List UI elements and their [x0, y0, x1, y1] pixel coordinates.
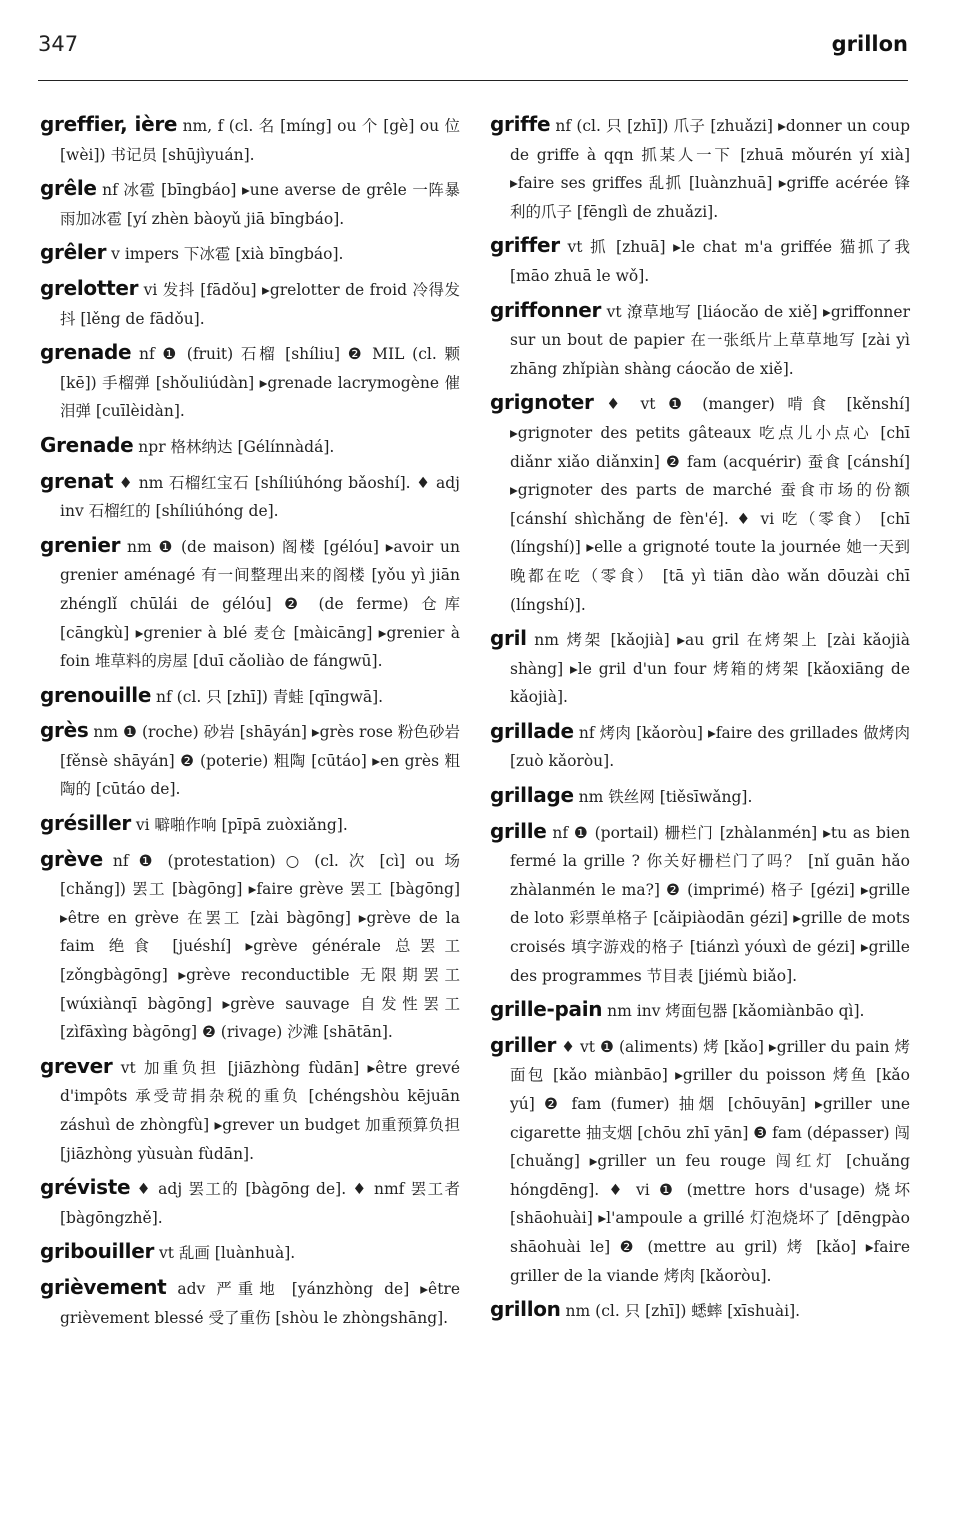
headword: grièvement	[40, 1274, 167, 1299]
entry-grenade	[40, 338, 460, 426]
headword: grillon	[490, 1297, 561, 1322]
headword: grêle	[40, 176, 97, 201]
entry-body: nm inv 烤面包器 [kǎomiànbāo qì].	[602, 1002, 865, 1021]
headword: griffonner	[490, 297, 602, 322]
entry-body: vi 发抖 [fādǒu] ▸grelotter de froid 冷得发抖 [lěng de fādǒu].	[60, 280, 460, 328]
right-column	[490, 110, 910, 1331]
headword: grever	[40, 1053, 113, 1078]
entry-body: nf ❶ (portail) 栅栏门 [zhàlanmén] ▸tu as bien fermé la grille ? 你关好栅栏门了吗？ [nǐ guān hǎo zhàlanmén le ma?] ❷ (imprimé) 格子 [gézi] ▸grille de loto 彩票单格子 [cǎipiàodān gézi] ▸grille de mots croisés 填字游戏的格子 [tiánzì yóuxì de gézi] ▸grille des programmes 节目表 [jiémù biǎo].	[510, 823, 910, 985]
entry-body: npr 格林纳达 [Gélínnàdá].	[133, 437, 335, 456]
entry-griffer	[490, 231, 910, 290]
page-header	[38, 30, 908, 81]
entry-body: vt 乱画 [luànhuà].	[154, 1244, 296, 1263]
entry-body: adv 严重地 [yánzhòng de] ▸être grièvement blessé 受了重伤 [shòu le zhòngshāng].	[60, 1279, 460, 1327]
headword: grève	[40, 846, 103, 871]
entry-greve	[40, 845, 460, 1047]
entry-body: nf 冰雹 [bīngbáo] ▸une averse de grêle 一阵暴雨加冰雹 [yí zhèn bàoyǔ jiā bīngbáo].	[60, 181, 460, 228]
entry-body: nf (cl. 只 [zhī]) 青蛙 [qīngwā].	[151, 687, 384, 706]
entry-body: nm ❶ (de maison) 阁楼 [gélóu] ▸avoir un grenier aménagé 有一间整理出来的阁楼 [yǒu yì jiān zhénglǐ chūlái de gélóu] ❷ (de ferme) 仓库 [cāngkù] ▸grenier à blé 麦仓 [màicāng] ▸grenier à foin 堆草料的房屋 [duī cǎoliào de fángwū].	[60, 537, 460, 671]
entry-griller	[490, 1031, 910, 1290]
entry-body: nf ❶ (fruit) 石榴 [shíliu] ❷ MIL (cl. 颗 [kē]) 手榴弹 [shǒuliúdàn] ▸grenade lacrymogène 催泪弹 [cuīlèidàn].	[60, 345, 460, 421]
headword: grenat	[40, 468, 114, 493]
left-column	[40, 110, 460, 1337]
entry-body: nm (cl. 只 [zhī]) 蟋蟀 [xīshuài].	[560, 1302, 801, 1321]
entry-grenat	[40, 467, 460, 526]
entry-grille	[490, 817, 910, 991]
headword: gribouiller	[40, 1239, 155, 1264]
entry-body: ♦ adj 罢工的 [bàgōng de]. ♦ nmf 罢工者 [bàgōngzhě].	[60, 1180, 460, 1227]
headword: grignoter	[490, 390, 594, 415]
entry-body: vt 加重负担 [jiāzhòng fùdān] ▸être grevé d'impôts 承受苛捐杂税的重负 [chéngshòu kējuān záshuì de zhòngfù] ▸grever un budget 加重预算负担 [jiāzhòng yùsuàn fùdān].	[60, 1058, 460, 1163]
entry-greviste	[40, 1173, 460, 1232]
entry-body: vi 噼啪作响 [pīpā zuòxiǎng].	[130, 816, 348, 835]
entry-griffe	[490, 110, 910, 226]
entry-grillage	[490, 781, 910, 812]
entry-body: ♦ vt ❶ (manger) 啃食 [kěnshí] ▸grignoter des petits gâteaux 吃点儿小点心 [chī diǎnr xiǎo diǎnxin] ❷ fam (acquérir) 蚕食 [cánshí] ▸grignoter des parts de marché 蚕食市场的份额 [cánshí shìchǎng de fèn'é]. ♦ vi 吃（零食） [chī (língshí)] ▸elle a grignoté toute la journée 她一天到晚都在吃（零食） [tā yì tiān dào wǎn dōuzài chī (língshí)].	[510, 395, 910, 614]
headword: Grenade	[40, 432, 134, 457]
entry-gril	[490, 624, 910, 712]
headword: grenade	[40, 340, 132, 365]
entry-grever	[40, 1052, 460, 1168]
entry-grillon	[490, 1295, 910, 1326]
entry-grenade-npr	[40, 431, 460, 462]
entry-body: nm ❶ (roche) 砂岩 [shāyán] ▸grès rose 粉色砂岩 [fěnsè shāyán] ❷ (poterie) 粗陶 [cūtáo] ▸en grès 粗陶的 [cūtáo de].	[60, 723, 460, 799]
entry-body: nm 烤架 [kǎojià] ▸au gril 在烤架上 [zài kǎojià shàng] ▸le gril d'un four 烤箱的烤架 [kǎoxiāng de kǎojià].	[510, 631, 910, 707]
headword: grillade	[490, 718, 574, 743]
headword: grille	[490, 818, 547, 843]
entry-body: ♦ vt ❶ (aliments) 烤 [kǎo] ▸griller du pain 烤面包 [kǎo miànbāo] ▸griller du poisson 烤鱼 [kǎo yú] ❷ fam (fumer) 抽烟 [chōuyān] ▸griller une cigarette 抽支烟 [chōu zhī yān] ❸ fam (dépasser) 闯 [chuǎng] ▸griller un feu rouge 闯红灯 [chuǎng hóngdēng]. ♦ vi ❶ (mettre hors d'usage) 烧坏 [shāohuài] ▸l'ampoule a grillé 灯泡烧坏了 [dēngpào shāohuài le] ❷ (mettre au gril) 烤 [kǎo] ▸faire griller de la viande 烤肉 [kǎoròu].	[510, 1037, 911, 1285]
entry-body: nf 烤肉 [kǎoròu] ▸faire des grillades 做烤肉 [zuò kǎoròu].	[510, 723, 910, 771]
entry-grenier	[40, 531, 460, 676]
headword: grille-pain	[490, 997, 603, 1022]
headword: gréviste	[40, 1175, 131, 1200]
headword: griffe	[490, 112, 551, 136]
entry-griffonner	[490, 296, 910, 384]
headword: grelotter	[40, 275, 139, 300]
entry-body: nf ❶ (protestation) ○ (cl. 次 [cì] ou 场 [chǎng]) 罢工 [bàgōng] ▸faire grève 罢工 [bàgōng] ▸être en grève 在罢工 [zài bàgōng] ▸grève de la faim 绝食 [juéshí] ▸grève générale 总罢工 [zǒngbàgōng] ▸grève reconductible 无限期罢工 [wúxiànqī bàgōng] ▸grève sauvage 自发性罢工 [zìfāxìng bàgōng] ❷ (rivage) 沙滩 [shātān].	[60, 851, 460, 1042]
entry-body: vt 潦草地写 [liáocǎo de xiě] ▸griffonner sur un bout de papier 在一张纸片上草草地写 [zài yì zhāng zhǐpiàn shàng cáocǎo de xiě].	[510, 302, 910, 378]
headword: greffier, ière	[40, 112, 178, 136]
entry-greffier	[40, 110, 460, 169]
headword: grillage	[490, 783, 574, 808]
headword: grès	[40, 718, 89, 743]
entry-body: nm, f (cl. 名 [míng] ou 个 [gè] ou 位 [wèi]) 书记员 [shūjìyuán].	[60, 117, 460, 164]
headword: griffer	[490, 233, 560, 258]
entry-grievement	[40, 1273, 460, 1332]
headword: grésiller	[40, 811, 131, 836]
entry-grele	[40, 174, 460, 233]
page-number: 347	[38, 32, 79, 56]
headword: grenouille	[40, 682, 152, 707]
entry-gribouiller	[40, 1237, 460, 1268]
entry-body: nm 铁丝网 [tiěsīwǎng].	[573, 788, 753, 807]
entry-grille-pain	[490, 995, 910, 1026]
entry-grelotter	[40, 274, 460, 333]
entry-grignoter	[490, 388, 910, 619]
entry-body: ♦ nm 石榴红宝石 [shíliúhóng bǎoshí]. ♦ adj inv 石榴红的 [shíliúhóng de].	[60, 473, 460, 521]
entry-body: v impers 下冰雹 [xià bīngbáo].	[106, 245, 344, 264]
running-head: grillon	[831, 32, 908, 56]
entry-body: nf (cl. 只 [zhī]) 爪子 [zhuǎzi] ▸donner un coup de griffe à qqn 抓某人一下 [zhuā mǒurén yí xià] ▸faire ses griffes 乱抓 [luànzhuā] ▸griffe acérée 锋利的爪子 [fēnglì de zhuǎzi].	[510, 117, 910, 221]
entry-gres	[40, 716, 460, 804]
headword: gril	[490, 626, 527, 651]
headword: grenier	[40, 532, 121, 557]
entry-greler	[40, 238, 460, 269]
entry-grillade	[490, 717, 910, 776]
entry-body: vt 抓 [zhuā] ▸le chat m'a griffée 猫抓了我 [māo zhuā le wǒ].	[510, 238, 910, 285]
headword: grêler	[40, 240, 107, 265]
headword: griller	[490, 1032, 557, 1057]
entry-gresiller	[40, 809, 460, 840]
entry-grenouille	[40, 681, 460, 712]
